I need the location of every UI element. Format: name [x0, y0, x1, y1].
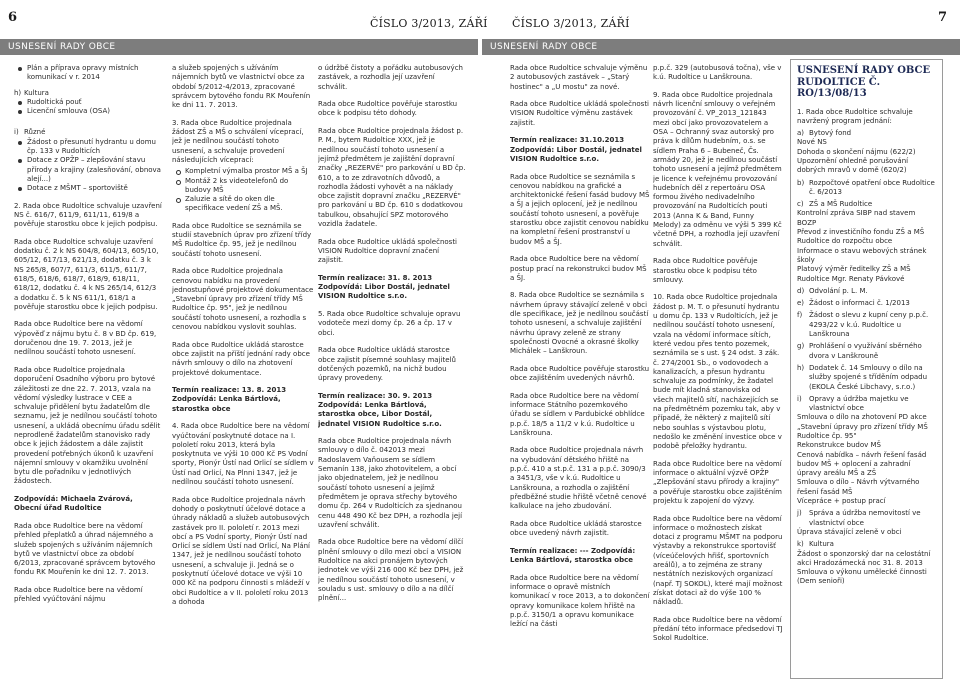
resolution-paragraph: Rada obce Rudoltice bere na vědomí přehled přeplatků a úhrad nájemného a služeb spojených s užíváním nájemních bytů ve vlastnictví obce za období 6/2013, zpracované správcem bytového fondu RK Mouřenín ke dni 12. 7. 2013.	[14, 521, 156, 577]
list-item: • Rekonstrukce budov MŠ	[797, 441, 936, 450]
item-title: Kultura	[809, 540, 834, 549]
item-key: k)	[797, 540, 804, 549]
list-item: Rudoltická pouť	[14, 98, 162, 107]
column-2	[172, 64, 314, 679]
list-item: • Vícepráce + postup prací	[797, 497, 936, 506]
resolution-paragraph: Rada obce Rudoltice projednala cenovou nabídku na provedení jednostupňové projektové dokumentace „Stavební úpravy pro zřízení třídy MŠ Rudoltice čp. 95", jež je nedílnou součástí tohoto usnesení, a rozhodla s cenovou nabídkou vyslovit souhlas.	[172, 267, 314, 332]
resolution-paragraph: Rada obce Rudoltice schvaluje uzavření dodatku č. 2 k NS 604/8, 604/13, 605/10, 605/12, 617/13, 621/13, dodatku č. 3 k NS 265/8, 607/7, 611/3, 611/5, 611/7, 618/5, 618/6, 618/7, 618/9, 618/11, 618/12, dodatku č. 4 k NS 265/14, 612/3 a dodatku č. 5 k NS 611/1, 618/1 a pověřuje starostku obce k jejich podpisu.	[14, 237, 159, 311]
resolution-paragraph: Rada obce Rudoltice pověřuje starostku obce k podpisu této smlouvy.	[653, 257, 758, 284]
list-item: • Cenová nabídka – návrh řešení fasád budov MŠ + oplocení a zahradní úpravy areálu MŠ a ZŠ	[797, 451, 936, 479]
list-item: • Dohoda o skončení nájmu (622/2)	[797, 148, 936, 157]
item-title: Prohlášení o využívání sběrného dvora v Lanškrouně	[809, 342, 922, 360]
resolution-paragraph: a služeb spojených s užíváním nájemních bytů ve vlastnictví obce za období 5/2012-4/2013, zpracované správcem bytového fondu RK Mouřenín ke dni 11. 7. 2013.	[172, 64, 311, 110]
deadline-note: Termín realizace: 31. 8. 2013 Zodpovídá: Libor Dostál, jednatel VISION Rudoltice s.r.o.	[318, 273, 450, 301]
deadline-note: Termín realizace: 13. 8. 2013 Zodpovídá: Lenka Bártlová, starostka obce	[172, 386, 287, 413]
resolution-paragraph: Rada obce Rudoltice pověřuje starostku obce zajištěním uvedených návrhů.	[510, 364, 650, 383]
resolution-paragraph: Rada obce Rudoltice bere na vědomí informace Státního pozemkového úřadu se sídlem v Pardubické obhlídce p.p.č. 18/5 a 11/2 v k.ú. Rudoltice u Lanškrouna.	[510, 391, 645, 437]
list-item: Plán a příprava opravy místních komunikací v r. 2014	[14, 64, 162, 83]
resolution-paragraph: Rada obce Rudoltice ukládá starostce obce uvedený návrh zajistit.	[510, 519, 642, 538]
issue-title-left: ČÍSLO 3/2013, ZÁŘÍ	[370, 17, 488, 30]
item-title: Správa a údržba nemovitostí ve vlastnictví obce	[809, 509, 921, 527]
resolution-paragraph: 8. Rada obce Rudoltice se seznámila s návrhem úpravy stávající zeleně v obci dle specifikace, jež je nedílnou součástí tohoto usnesení, a schvaluje zajištění návrhu úpravy zeleně ze strany společnosti Ovocné a okrasné školky Michálek – Lanškroun.	[510, 291, 649, 356]
item-title: Žádost o informaci č. 1/2013	[809, 299, 910, 308]
item-title: Bytový fond	[809, 129, 852, 138]
list-item: • Smlouva o dílo – Návrh výtvarného řešení fasád MŠ	[797, 478, 936, 497]
resolution-paragraph: Rada obce Rudoltice se seznámila se studií stavebních úprav pro zřízení třídy MŠ Rudoltice čp. 95, jež je nedílnou součástí tohoto usnesení.	[172, 221, 312, 258]
resolution-paragraph: Rada obce Rudoltice bere na vědomí informace o opravě místních komunikací v roce 2013, a to dokončení opravy komunikace kolem hřiště na p.p.č. 3150/1 a opravu komunikace ležící na části	[510, 573, 650, 629]
list-item: • Informace o stavu webových stránek školy	[797, 247, 936, 266]
item-title: Odvolání p. L. M.	[809, 286, 868, 295]
list-item: Licenční smlouva (OSA)	[14, 107, 162, 116]
item-title: Různé	[24, 128, 46, 137]
resolution-paragraph: 9. Rada obce Rudoltice projednala návrh licenční smlouvy o veřejném provozování č. VP_2013_121843 mezi obcí jako provozovatelem a OSA – Ochranný svaz autorský pro práva k dílům hudebním, o.s. se sídlem Praha 6 – Bubeneč, Čs. armády 20, jež je nedílnou součástí tohoto usnesení a jejímž předmětem je licence k veřejnému provozování hudebních děl z repertoáru OSA formou živého nedivadelního provozování na Rudolticích pouti 2013 (Anna K & Band, Funny Melody) za odměnu ve výši 5 399 Kč včetně DPH, a rozhodla její uzavření schválit.	[653, 90, 782, 248]
deadline-note: Termín realizace: --- Zodpovídá: Lenka Bártlová, starostka obce	[510, 546, 636, 565]
item-title: Opravy a údržba majetku ve vlastnictví obce	[809, 394, 909, 413]
list-item: • Smlouva o dílo na zhotovení PD akce „Stavební úpravy pro zřízení třídy MŠ Rudoltice čp. 95"	[797, 413, 936, 441]
resolution-paragraph: Rada obce Rudoltice projednala doporučení Osadního výboru pro bytové záležitosti ze dne 22. 7. 2013, vzala na vědomí výsledky lustrace v CEE a schvaluje přidělení bytu žadatelům dle seznamu, jež je nedílnou součástí tohoto usnesení, a ukládá obecnímu úřadu sdělit neprodleně žadatelům stanovisko rady obce k jejich žádostem a dále zajistit provedení potřebných úkonů k uzavření nájemní smlouvy v okamžiku uvolnění bytu dle pořadníku v jednotlivých žádostech.	[14, 365, 161, 486]
item-key: j)	[797, 509, 802, 518]
item-key: a)	[797, 129, 805, 138]
list-item: Montáž 2 ks videotelefonů do budovy MŠ	[172, 177, 314, 196]
column-5	[653, 64, 783, 679]
item-key: h)	[797, 363, 805, 372]
resolution-paragraph: Rada obce Rudoltice pověřuje starostku obce k podpisu této dohody.	[318, 100, 458, 118]
item-title: ZŠ a MŠ Rudoltice	[809, 200, 873, 209]
item-title: Kultura	[24, 88, 49, 97]
item-key: e)	[797, 299, 805, 308]
section-band-right: USNESENÍ RADY OBCE	[482, 39, 960, 55]
resolution-paragraph: 5. Rada obce Rudoltice schvaluje opravu vodoteče mezi domy čp. 26 a čp. 17 v obci.	[318, 310, 461, 337]
agenda-title: USNESENÍ RADY OBCE RUDOLTICE Č. RO/13/08/13	[797, 65, 931, 99]
resolution-paragraph: 2. Rada obce Rudoltice schvaluje uzavření NS č. 616/7, 611/9, 611/11, 619/8 a pověřuje starostku obce k jejich podpisu.	[14, 201, 162, 229]
item-title: Rozpočtové opatření obce Rudoltice č. 6/2013	[809, 178, 935, 196]
resolution-paragraph: Rada obce Rudoltice projednala návrh dohody o poskytnutí účelové dotace a úhrady nákladů a služeb autobusových zastávek pro II. pololetí r. 2013 mezi obcí a PS Vodní sporty, Pionýr Ústí nad Orlicí se sídlem Ústí nad Orlicí, Na Plání 1347, jež je nedílnou součástí tohoto usnesení, a schvaluje ji. Jedná se o poskytnutí účelové dotace ve výši 10 000 Kč na podporu činnosti s mládeží v obci Rudoltice a v II. pololetí roku 2013 a dohoda	[172, 495, 310, 606]
resolution-paragraph: 10. Rada obce Rudoltice projednala žádost p. M. T. o přesunutí hydrantu u domu čp. 133 v Rudolticích, jež je nedílnou součástí tohoto usnesení, vzala na vědomí informace sítích, které vedou přes tento pozemek, seznámila se s ust. § 24 odst. 3 zák. č. 274/2001 Sb., o vodovodech a kanalizacích, a přesun hydrantu schvaluje za podmínky, že žadatel bude mít kladná stanoviska od všech majitelů sítí, nacházejících se na předmětném pozemku tak, aby v případě, že některý z majitelů sítí nebo souhlas s výstavbou plotu, nedošlo ke změnění investice obce v podobě přeložky hydrantu.	[653, 293, 782, 451]
item-key: h)	[14, 88, 22, 97]
item-key: b)	[797, 178, 805, 187]
resolution-paragraph: 4. Rada obce Rudoltice bere na vědomí vyúčtování poskytnuté dotace na I. pololetí roku 2013, která byla poskytnuta ve výši 10 000 Kč PS Vodní sporty, Pionýr Ústí nad Orlicí se sídlem v Ústí nad Orlicí, Na Plnni 1347, jež je nedílnou součástí tohoto usnesení.	[172, 422, 314, 487]
agenda-box	[790, 59, 943, 679]
resolution-paragraph: Rada obce Rudoltice bere na vědomí přehled vyúčtování nájmu	[14, 586, 143, 604]
resolution-paragraph: Rada obce Rudoltice ukládá společnosti VISION Rudoltice dopravní značení zajistit.	[318, 237, 458, 265]
resolution-paragraph: Rada obce Rudoltice ukládá společnosti VISION Rudoltice výměnu zastávek zajistit.	[510, 100, 650, 127]
resolution-paragraph: Rada obce Rudoltice bere na vědomí výpověď z nájmu bytu č. 8 v BD čp. 619, doručenou dne 19. 7. 2013, jež je nedílnou součástí tohoto usnesení.	[14, 320, 157, 357]
resolution-paragraph: Rada obce Rudoltice projednala návrh smlouvy o dílo č. 042013 mezi Radoslavem Vaňousem se sídlem Semanín 138, jako zhotovitelem, a obcí jako objednatelem, jež je nedílnou součástí tohoto usnesení a jejímž předmětem je oprava střechy bytového domu čp. 264 v Rudolticích za sjednanou cenu 448 490 Kč bez DPH, a rozhodla její uzavření schválit.	[318, 437, 463, 529]
resolution-paragraph: Rada obce Rudoltice schvaluje výměnu 2 autobusových zastávek – „Starý hostinec" a „U mostu" za nové.	[510, 64, 648, 91]
item-title: Dodatek č. 14 Smlouvy o dílo na služby spojené s tříděním odpadu (EKOLA České Libchavy, s.r.o.)	[809, 363, 928, 391]
list-item: • Nové NS	[797, 138, 936, 147]
page-number-left: 6	[8, 10, 18, 25]
resolution-paragraph: Rada obce Rudoltice ukládá starostce obce zajistit písemné souhlasy majitelů dotčených pozemků, na nichž budou úpravy provedeny.	[318, 346, 456, 383]
resolution-paragraph: Rada obce Rudoltice ukládá starostce obce zajistit na příští jednání rady obce návrh smlouvy o dílo na zhotovení projektové dokumentace.	[172, 340, 310, 377]
resolution-paragraph: Rada obce Rudoltice bere na vědomí předání této informace předsedovi TJ Sokol Rudoltice.	[653, 615, 783, 643]
column-4	[510, 64, 650, 679]
list-item: Dotace z MŠMT – sportoviště	[14, 184, 162, 193]
item-key: g)	[797, 342, 805, 351]
list-item: • Kontrolní zpráva SIBP nad stavem BOZP	[797, 209, 936, 228]
list-item: Žádost o přesunutí hydrantu u domu čp. 133 v Rudolticích	[14, 138, 162, 157]
item-key: c)	[797, 200, 804, 209]
resolution-paragraph: Rada obce Rudoltice bere na vědomí dílčí plnění smlouvy o dílo mezi obcí a VISION Rudoltice na akci pronájem bytových jednotek ve výši 216 000 Kč bez DPH, jež je nedílnou součástí tohoto usnesení, v souladu s ust. smlouvy o dílo a na dílčí plnění...	[318, 538, 464, 603]
list-item: • Žádost o sponzorský dar na celostátní akci Hradozámecká noc 31. 8. 2013	[797, 550, 936, 569]
item-key: f)	[797, 311, 803, 320]
list-item: • Převod z investičního fondu ZŠ a MŠ Rudoltice do rozpočtu obce	[797, 228, 936, 247]
resolution-paragraph: Rada obce Rudoltice projednala návrh na vybudování dětského hřiště na p.p.č. 410 a st.p.č. 131 a p.p.č. 3090/3 a 3451/3, vše v k.ú. Rudoltice u Lanškrouna, a rozhodla o zajištění předběžné studie hřiště včetně cenové kalkulace na jeho zbudování.	[510, 446, 647, 511]
resolution-paragraph: Rada obce Rudoltice bere na vědomí postup prací na rekonstrukci budov MŠ a ŠJ.	[510, 255, 647, 282]
resolution-paragraph: Rada obce Rudoltice se seznámila s cenovou nabídkou na grafické a architektonické řešení fasád budovy MŠ a ŠJ a jejich oplocení, jež je nedílnou součástí tohoto usnesení, a pověřuje starostku obce zajistit cenovou nabídku na kompletní řešení prostranství u budov MŠ a ŠJ.	[510, 172, 650, 246]
responsible-person: Zodpovídá: Michaela Zvárová, Obecní úřad Rudoltice	[14, 495, 133, 513]
item-key: i)	[797, 394, 802, 403]
list-item: • Platový výměr ředitelky ZŠ a MŠ Rudoltice Mgr. Renaty Pávkové	[797, 265, 936, 284]
issue-title-right: ČÍSLO 3/2013, ZÁŘÍ	[512, 17, 630, 30]
resolution-paragraph: Rada obce Rudoltice projednala žádost p. P. M., bytem Rudoltice XXX, jež je nedílnou součástí tohoto usnesení a jejímž předmětem je zajištění dopravní značky „REZERVÉ" pro parkování u BD čp. 610, a to ze zdravotních důvodů, a rozhodla žádosti vyhovět a na náklady obce zajistit dopravní značku „REZERVÉ" pro parkování u BD čp. 610 s dodatkovou tabulkou, obsahující SPZ motorového vozidla žadatele.	[318, 127, 466, 229]
column-1	[14, 64, 162, 679]
column-3	[318, 64, 466, 679]
deadline-note: Termín realizace: 30. 9. 2013 Zodpovídá: Lenka Bártlová, starostka obce, Libor Dostál, jednatel VISION Rudoltice s.r.o.	[318, 391, 442, 428]
item-key: i)	[14, 128, 19, 137]
list-item: • Upozornění ohledně porušování dobrých mravů v domě (620/2)	[797, 157, 936, 176]
section-band-left: USNESENÍ RADY OBCE	[0, 39, 478, 55]
resolution-paragraph: 3. Rada obce Rudoltice projednala žádost ZŠ a MŠ o schválení víceprací, jež je nedílnou součástí tohoto usnesení, a schvaluje provedení následujících víceprací:	[172, 118, 304, 164]
list-item: Zaluzie a sítě do oken dle specifikace vedení ZŠ a MŠ.	[172, 195, 314, 214]
resolution-paragraph: o údržbě čistoty a pořádku autobusových zastávek, a rozhodla její uzavření schválit.	[318, 64, 463, 91]
list-item: • Úprava stávající zeleně v obci	[797, 528, 936, 537]
resolution-paragraph: Rada obce Rudoltice bere na vědomí informace o aktuální výzvě OPŽP „Zlepšování stavu přírody a krajiny" a pověřuje starostku obce zajištěním projektu k zapojení do výzvy.	[653, 459, 782, 505]
resolution-paragraph: p.p.č. 329 (autobusová točna), vše v k.ú. Rudoltice u Lanškrouna.	[653, 64, 782, 82]
agenda-intro: 1. Rada obce Rudoltice schvaluje navržený program jednání:	[797, 107, 913, 125]
deadline-note: Termín realizace: 31.10.2013 Zodpovídá: Libor Dostál, jednatel VISION Rudoltice s.r.o.	[510, 136, 642, 163]
resolution-paragraph: Rada obce Rudoltice bere na vědomí informace o možnostech získat dotaci z programu MŠMT na podporu výstavby a rekonstrukce sportovišť (víceúčelových hřišť, sportovních areálů), a to zejména ze strany nestátních neziskových organizací (např. TJ SOKOL), které mají možnost získat dotaci až do výše 100 % nákladů.	[653, 514, 783, 607]
list-item: • Smlouva o výkonu umělecké činnosti (Dem senioři)	[797, 568, 936, 587]
list-item: Kompletní výmalba prostor MŠ a ŠJ	[172, 167, 314, 176]
list-item: Dotace z OPŽP – zlepšování stavu přírody a krajiny (zalesňování, obnova alejí...)	[14, 156, 162, 184]
item-key: d)	[797, 286, 805, 295]
page-number-right: 7	[938, 10, 948, 25]
item-title: Žádost o slevu z kupní ceny p.p.č. 4293/22 v k.ú. Rudoltice u Lanškrouna	[809, 311, 929, 339]
